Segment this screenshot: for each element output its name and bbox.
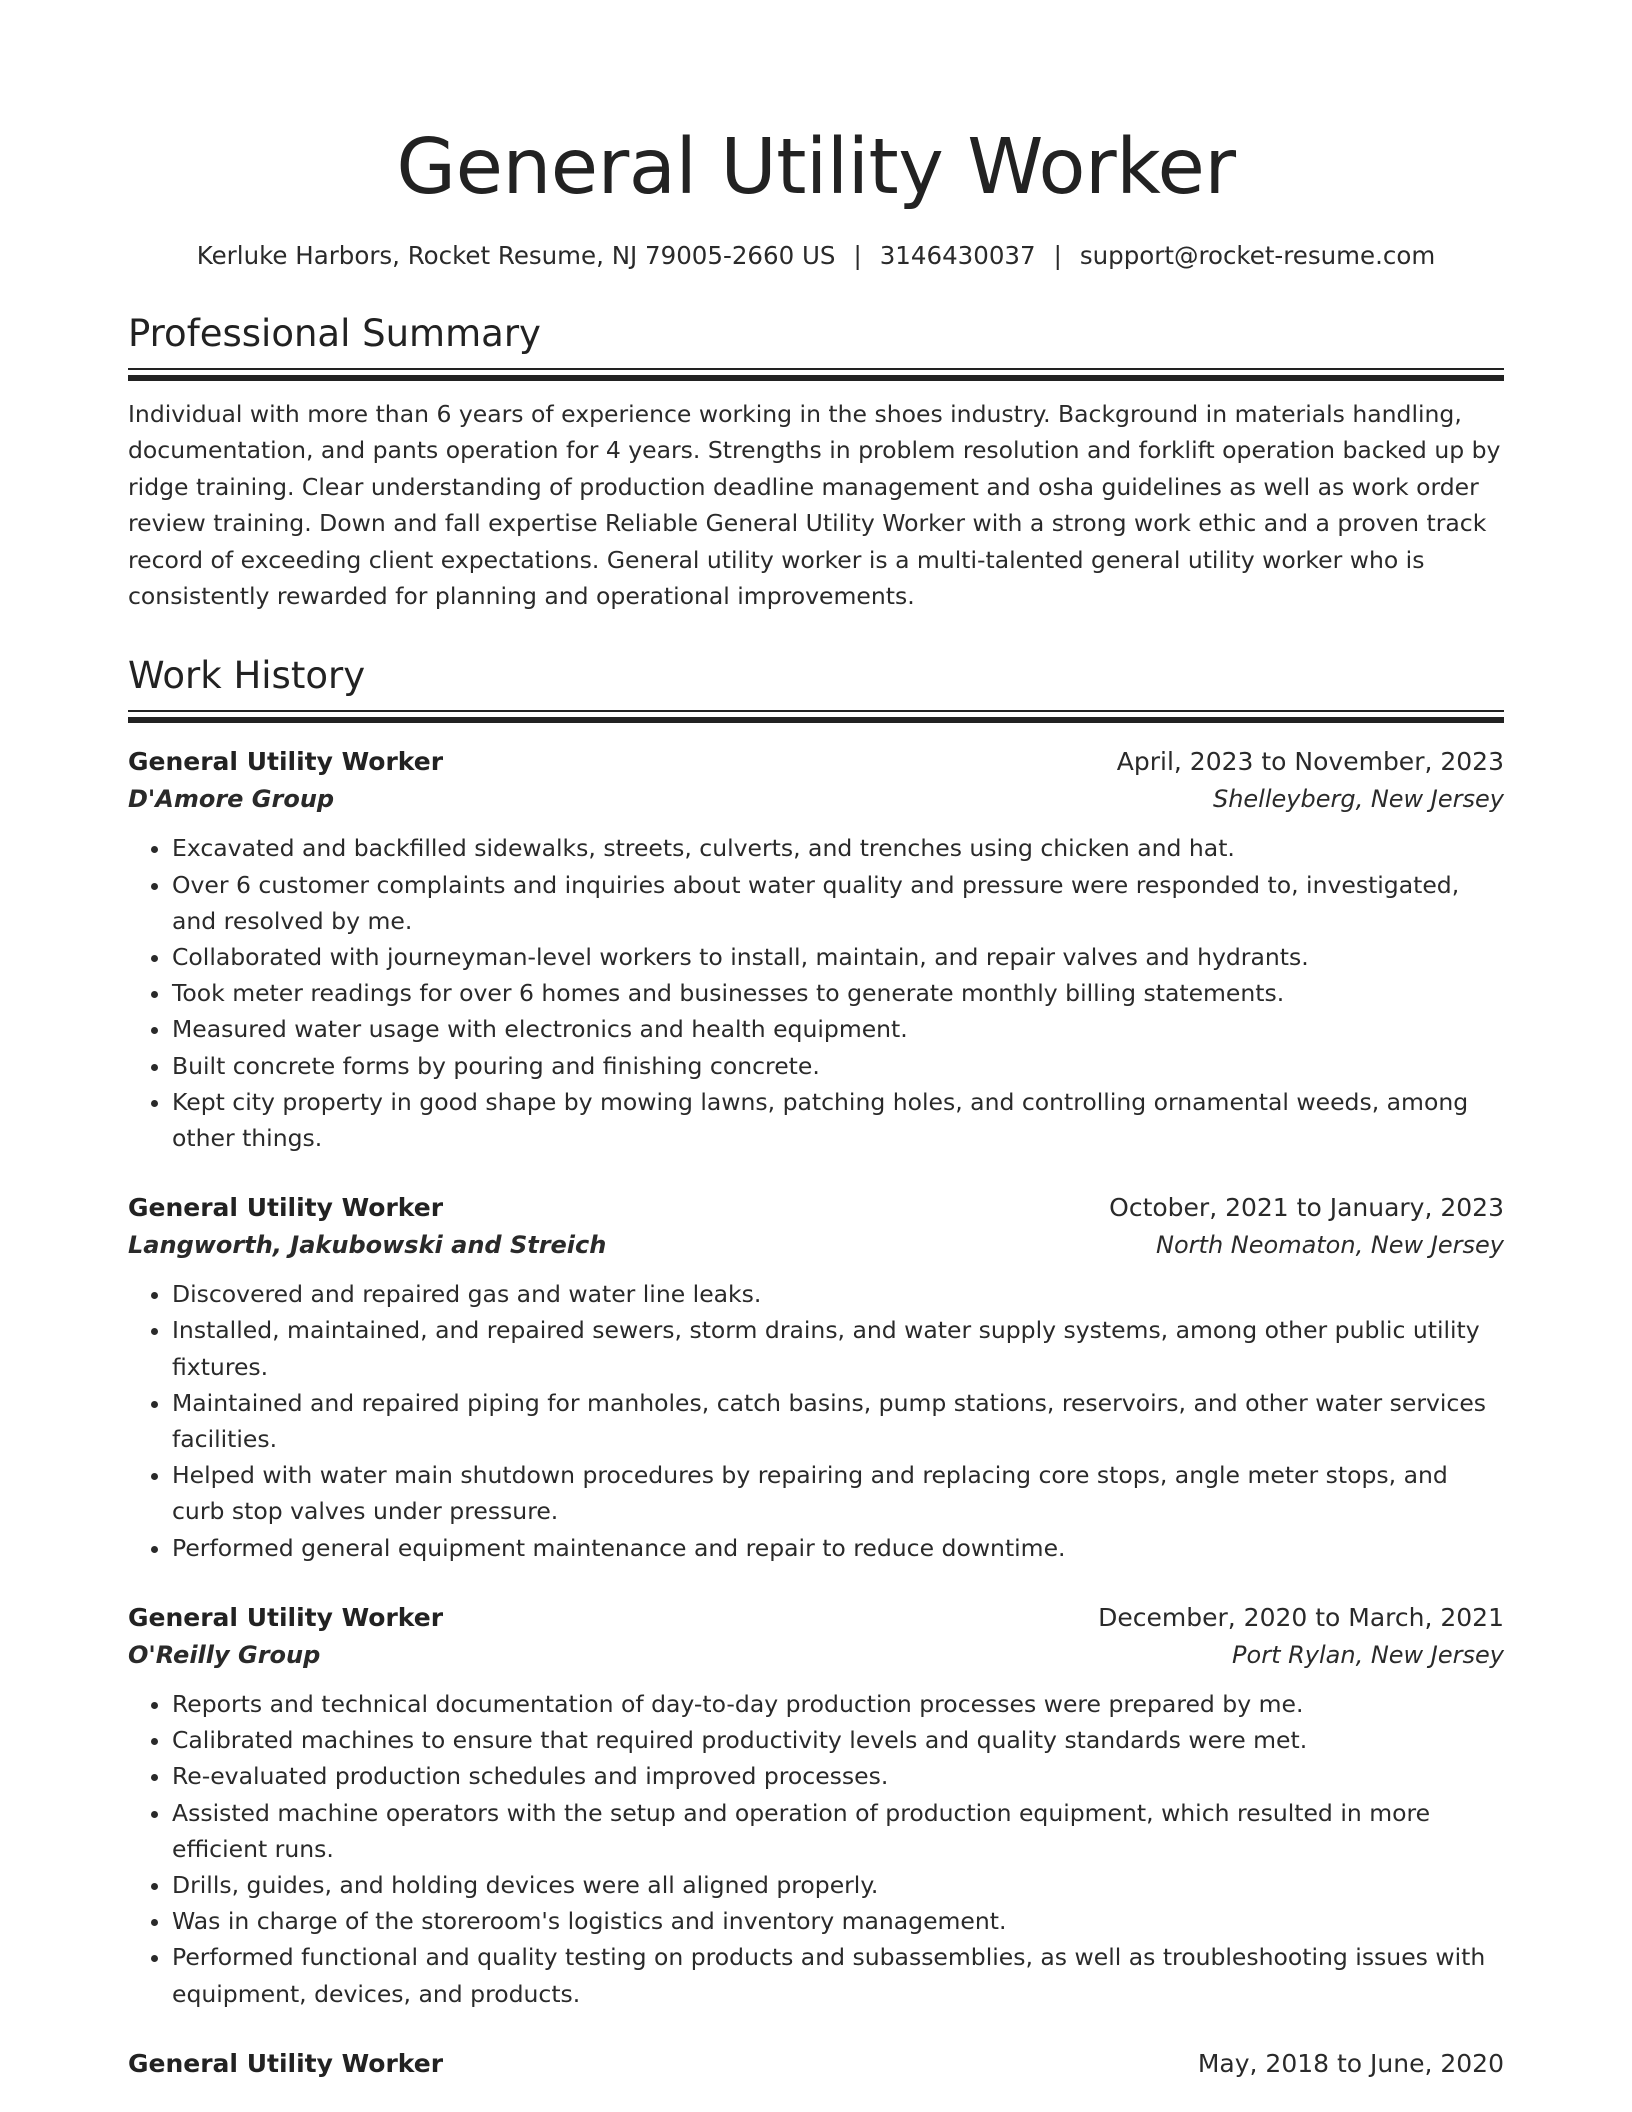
job-bullet: • Took meter readings for over 6 homes and businesses to generate monthly billing statements. — [172, 975, 1504, 1011]
job-bullet: • Drills, guides, and holding devices were all aligned properly. — [172, 1867, 1504, 1903]
professional-summary-section — [128, 310, 1504, 614]
job-bullet: • Re-evaluated production schedules and improved processes. — [172, 1758, 1504, 1794]
section-heading: Professional Summary — [128, 312, 541, 355]
job-title: General Utility Worker — [128, 2048, 444, 2078]
job-bullet: • Measured water usage with electronics and health equipment. — [172, 1011, 1504, 1047]
job-company: O'Reilly Group — [128, 1640, 321, 1669]
job-location: Shelleyberg, New Jersey — [1212, 785, 1504, 814]
job-entry — [128, 1190, 1504, 1566]
job-company: D'Amore Group — [128, 785, 335, 814]
job-dates: December, 2020 to March, 2021 — [1098, 1602, 1504, 1632]
contact-separator: | — [1053, 241, 1062, 270]
job-bullet: • Over 6 customer complaints and inquiries about water quality and pressure were responded to, investigated, and resolved by me. — [172, 867, 1504, 939]
job-bullet: • Built concrete forms by pouring and finishing concrete. — [172, 1048, 1504, 1084]
job-location: North Neomaton, New Jersey — [1156, 1231, 1504, 1260]
job-bullet: • Kept city property in good shape by mowing lawns, patching holes, and controlling ornamental weeds, among other things. — [172, 1084, 1504, 1156]
job-bullet: • Discovered and repaired gas and water line leaks. — [172, 1276, 1504, 1312]
resume-page — [128, 0, 1504, 2082]
job-dates: October, 2021 to January, 2023 — [1109, 1193, 1504, 1223]
work-history-section — [128, 652, 1504, 2081]
job-bullets — [128, 1276, 1504, 1566]
job-dates: April, 2023 to November, 2023 — [1116, 747, 1504, 777]
section-divider — [128, 368, 1504, 382]
contact-separator: | — [853, 241, 862, 270]
job-bullet: • Assisted machine operators with the setup and operation of production equipment, which resulted in more efficient runs. — [172, 1795, 1504, 1867]
job-entry — [128, 2046, 1504, 2082]
job-bullet: • Installed, maintained, and repaired sewers, storm drains, and water supply systems, among other public utility fixtures. — [172, 1312, 1504, 1384]
job-bullet: • Was in charge of the storeroom's logistics and inventory management. — [172, 1903, 1504, 1939]
resume-name: General Utility Worker — [396, 123, 1236, 212]
job-bullet: • Performed general equipment maintenance and repair to reduce downtime. — [172, 1530, 1504, 1566]
job-title: General Utility Worker — [128, 1193, 444, 1223]
job-bullet: • Helped with water main shutdown procedures by repairing and replacing core stops, angle meter stops, and curb stop valves under pressure. — [172, 1457, 1504, 1529]
contact-email: support@rocket-resume.com — [1079, 241, 1436, 270]
job-company: Langworth, Jakubowski and Streich — [128, 1231, 607, 1260]
job-bullet: • Reports and technical documentation of day-to-day production processes were prepared by me. — [172, 1686, 1504, 1722]
job-title: General Utility Worker — [128, 1602, 444, 1632]
job-entry — [128, 1600, 1504, 2012]
summary-text: Individual with more than 6 years of experience working in the shoes industry. Background in materials handling, documentation, and pants operation for 4 years. Strengths in problem resolution and forklift operation backed up by ridge training. Clear understanding of production deadline management and osha guidelines as well as work order review training. Down and fall expertise Reliable General Utility Worker with a strong work ethic and a proven track record of exceeding client expectations. General utility worker is a multi-talented general utility worker who is consistently rewarded for planning and operational improvements. — [128, 400, 1501, 611]
section-heading: Work History — [128, 654, 366, 698]
job-bullet: • Excavated and backfilled sidewalks, streets, culverts, and trenches using chicken and hat. — [172, 830, 1504, 866]
contact-address: Kerluke Harbors, Rocket Resume, NJ 79005-2660 US — [196, 241, 836, 270]
job-entry — [128, 744, 1504, 1156]
contact-phone: 3146430037 — [879, 241, 1036, 270]
job-dates: May, 2018 to June, 2020 — [1197, 2048, 1504, 2078]
job-bullet: • Performed functional and quality testing on products and subassemblies, as well as troubleshooting issues with equipment, devices, and products. — [172, 1939, 1504, 2011]
job-bullet: • Maintained and repaired piping for manholes, catch basins, pump stations, reservoirs, and other water services facilities. — [172, 1385, 1504, 1457]
section-divider — [128, 710, 1504, 724]
job-bullets — [128, 1686, 1504, 2012]
job-bullets — [128, 830, 1504, 1156]
job-bullet: • Calibrated machines to ensure that required productivity levels and quality standards were met. — [172, 1722, 1504, 1758]
job-bullet: • Collaborated with journeyman-level workers to install, maintain, and repair valves and hydrants. — [172, 939, 1504, 975]
job-title: General Utility Worker — [128, 747, 444, 777]
job-location: Port Rylan, New Jersey — [1232, 1640, 1504, 1669]
contact-line — [128, 240, 1504, 272]
